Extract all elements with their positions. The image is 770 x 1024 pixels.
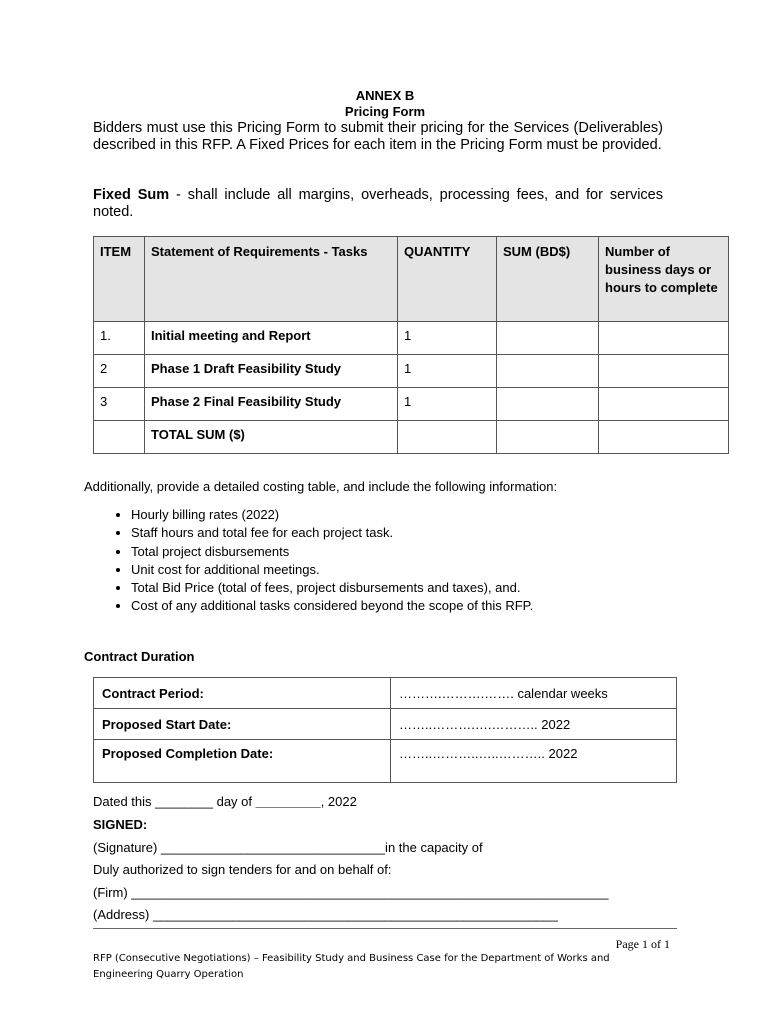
list-item: • Unit cost for additional meetings.	[131, 561, 533, 579]
row-sum-cell[interactable]	[497, 322, 599, 355]
total-item-cell	[94, 421, 145, 454]
row-sum-cell[interactable]	[497, 388, 599, 421]
dated-suffix: , 2022	[320, 794, 357, 809]
header-business-days: Number of business days or hours to complete	[599, 237, 729, 322]
list-item: • Cost of any additional tasks considered beyond the scope of this RFP.	[131, 597, 533, 615]
table-row	[94, 322, 729, 355]
firm-line[interactable]: (Firm) __________________________________________________________________	[93, 885, 609, 900]
page-number: Page 1 of 1	[615, 937, 670, 951]
header-sum: SUM (BD$)	[497, 237, 599, 322]
row-sum-cell[interactable]	[497, 355, 599, 388]
address-line[interactable]: (Address) ________________________________________________________	[93, 907, 558, 922]
list-item: • Staff hours and total fee for each project task.	[131, 524, 533, 542]
table-row	[94, 740, 677, 783]
row-quantity: 1	[398, 388, 497, 421]
contract-table	[93, 677, 677, 783]
fixed-sum-text: - shall include all margins, overheads, processing fees, and for services noted.	[93, 187, 663, 220]
total-row	[94, 421, 729, 454]
completion-date-label: Proposed Completion Date:	[94, 740, 391, 783]
additional-intro: Additionally, provide a detailed costing table, and include the following information:	[84, 479, 558, 494]
list-item: • Total project disbursements	[131, 543, 533, 561]
table-row	[94, 388, 729, 421]
footer-text: RFP (Consecutive Negotiations) – Feasibility Study and Business Case for the Department of Works and Engineering Quarry Operation	[93, 953, 610, 980]
start-date-value[interactable]: ……..……….….……….. 2022	[391, 709, 677, 740]
row-days-cell[interactable]	[599, 322, 729, 355]
total-days-cell[interactable]	[599, 421, 729, 454]
contract-duration-heading: Contract Duration	[84, 649, 195, 664]
total-sum-cell[interactable]	[497, 421, 599, 454]
row-task: Initial meeting and Report	[145, 322, 398, 355]
total-quantity-cell	[398, 421, 497, 454]
dated-line[interactable]	[93, 794, 357, 809]
form-title: Pricing Form	[344, 104, 426, 119]
header-task: Statement of Requirements - Tasks	[145, 237, 398, 322]
fixed-sum-paragraph	[93, 187, 663, 221]
header-item: ITEM	[94, 237, 145, 322]
row-quantity: 1	[398, 355, 497, 388]
annex-heading: ANNEX B	[355, 88, 415, 103]
footer-divider	[93, 928, 677, 929]
contract-period-value[interactable]: ……….……….……. calendar weeks	[391, 678, 677, 709]
row-task: Phase 1 Draft Feasibility Study	[145, 355, 398, 388]
row-days-cell[interactable]	[599, 355, 729, 388]
pricing-table	[93, 236, 729, 454]
header-quantity: QUANTITY	[398, 237, 497, 322]
contract-period-label: Contract Period:	[94, 678, 391, 709]
list-item: • Hourly billing rates (2022)	[131, 506, 533, 524]
start-date-label: Proposed Start Date:	[94, 709, 391, 740]
row-item: 1.	[94, 322, 145, 355]
fixed-sum-label: Fixed Sum	[93, 187, 170, 203]
signed-label: SIGNED:	[93, 817, 148, 832]
row-days-cell[interactable]	[599, 388, 729, 421]
row-item: 3	[94, 388, 145, 421]
list-item: • Total Bid Price (total of fees, project disbursements and taxes), and.	[131, 579, 533, 597]
intro-paragraph: Bidders must use this Pricing Form to submit their pricing for the Services (Deliverables) described in this RFP. A Fixed Prices for each item in the Pricing Form must be provided.	[93, 120, 663, 153]
row-item: 2	[94, 355, 145, 388]
pricing-header-row	[94, 237, 729, 322]
table-row	[94, 355, 729, 388]
dated-blank: _________	[255, 794, 321, 809]
authorized-text: Duly authorized to sign tenders for and on behalf of:	[93, 862, 392, 877]
signature-line[interactable]: (Signature) _______________________________in the capacity of	[93, 840, 483, 855]
requirements-list	[93, 506, 533, 616]
dated-prefix: Dated this ________ day of	[93, 794, 256, 809]
row-task: Phase 2 Final Feasibility Study	[145, 388, 398, 421]
table-row	[94, 709, 677, 740]
row-quantity: 1	[398, 322, 497, 355]
completion-date-value[interactable]: ……..………..…..……….. 2022	[391, 740, 677, 783]
table-row	[94, 678, 677, 709]
total-label: TOTAL SUM ($)	[145, 421, 398, 454]
